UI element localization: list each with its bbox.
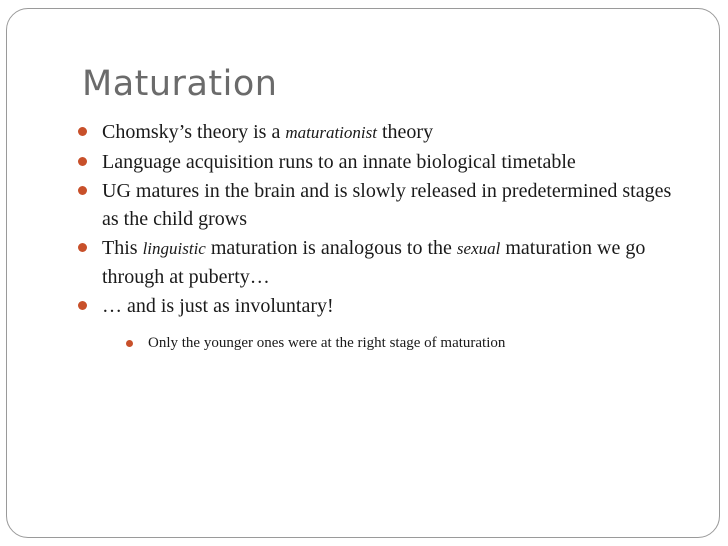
bullet-icon: [78, 301, 87, 310]
bullet-emphasis: sexual: [456, 239, 501, 258]
bullet-icon: [78, 186, 87, 195]
bullet-icon: [78, 157, 87, 166]
bullet-item: [78, 292, 688, 354]
bullet-text: maturation is analogous to the: [205, 237, 457, 259]
bullet-emphasis: linguistic: [142, 239, 206, 258]
bullet-text: Language acquisition runs to an innate biological timetable: [102, 151, 576, 173]
sub-bullet-icon: [126, 340, 133, 347]
bullet-text: UG matures in the brain and is slowly released in predetermined stages as the child grows: [102, 180, 672, 230]
bullet-text: This: [102, 237, 143, 259]
bullet-text: maturation we go through at puberty…: [102, 237, 646, 288]
bullet-text: Chomsky’s theory is a: [102, 121, 286, 143]
slide-title: Maturation: [82, 64, 278, 104]
bullet-item: [78, 118, 688, 147]
sub-bullet-list: [102, 332, 688, 354]
bullet-item: [78, 177, 688, 233]
bullet-item: [78, 234, 688, 291]
bullet-emphasis: maturationist: [285, 123, 377, 142]
bullet-icon: [78, 127, 87, 136]
sub-bullet-text: Only the younger ones were at the right stage of maturation: [148, 335, 506, 351]
bullet-text: … and is just as involuntary!: [102, 295, 334, 317]
bullet-text: theory: [376, 121, 434, 143]
bullet-list: [78, 118, 688, 355]
bullet-item: [78, 148, 688, 176]
bullet-icon: [78, 243, 87, 252]
sub-bullet-item: [102, 332, 688, 354]
